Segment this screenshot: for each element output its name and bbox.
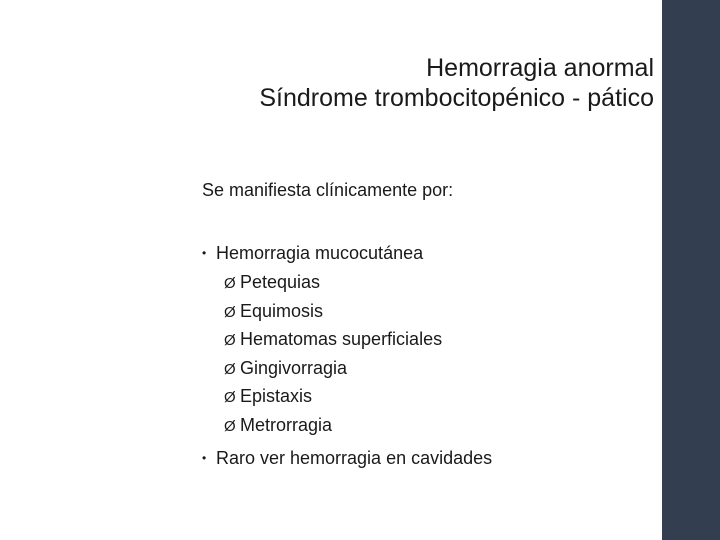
sub-item-label: Gingivorragia — [240, 357, 348, 378]
title-line-2: Síndrome trombocitopénico - pático — [259, 84, 654, 112]
bullet-dot-icon: • — [202, 451, 207, 465]
sub-item-petequias — [224, 269, 442, 298]
sub-item-label: Petequias — [240, 272, 321, 292]
sub-item-label: Equimosis — [240, 300, 324, 321]
bullet-item-cavidades — [202, 447, 492, 469]
bullet-label: Raro ver hemorragia en cavidades — [216, 448, 493, 468]
arrow-bullet-icon: Ø — [224, 332, 236, 349]
slide-title — [259, 53, 654, 113]
intro-text: Se manifiesta clínicamente por: — [202, 180, 454, 200]
sub-item-hematomas — [224, 326, 442, 355]
sub-item-epistaxis — [224, 383, 442, 412]
arrow-bullet-icon: Ø — [224, 303, 236, 321]
sub-item-label: Metrorragia — [240, 414, 333, 435]
bullet-label: Hemorragia mucocutánea — [216, 243, 424, 263]
bullet-item-mucocutanea — [202, 242, 423, 264]
bullet-dot-icon: • — [202, 246, 207, 260]
sub-item-gingivorragia — [224, 355, 442, 384]
sub-item-metrorragia — [224, 412, 442, 441]
arrow-bullet-icon: Ø — [224, 389, 236, 406]
arrow-bullet-icon: Ø — [224, 417, 236, 435]
arrow-bullet-icon: Ø — [224, 360, 236, 378]
side-accent-bar — [662, 0, 720, 540]
title-line-1: Hemorragia anormal — [426, 54, 654, 82]
sub-item-label: Epistaxis — [240, 386, 313, 406]
sub-item-label: Hematomas superficiales — [240, 329, 443, 349]
arrow-bullet-icon: Ø — [224, 275, 236, 292]
sub-bullet-list — [224, 269, 442, 440]
sub-item-equimosis — [224, 298, 442, 327]
